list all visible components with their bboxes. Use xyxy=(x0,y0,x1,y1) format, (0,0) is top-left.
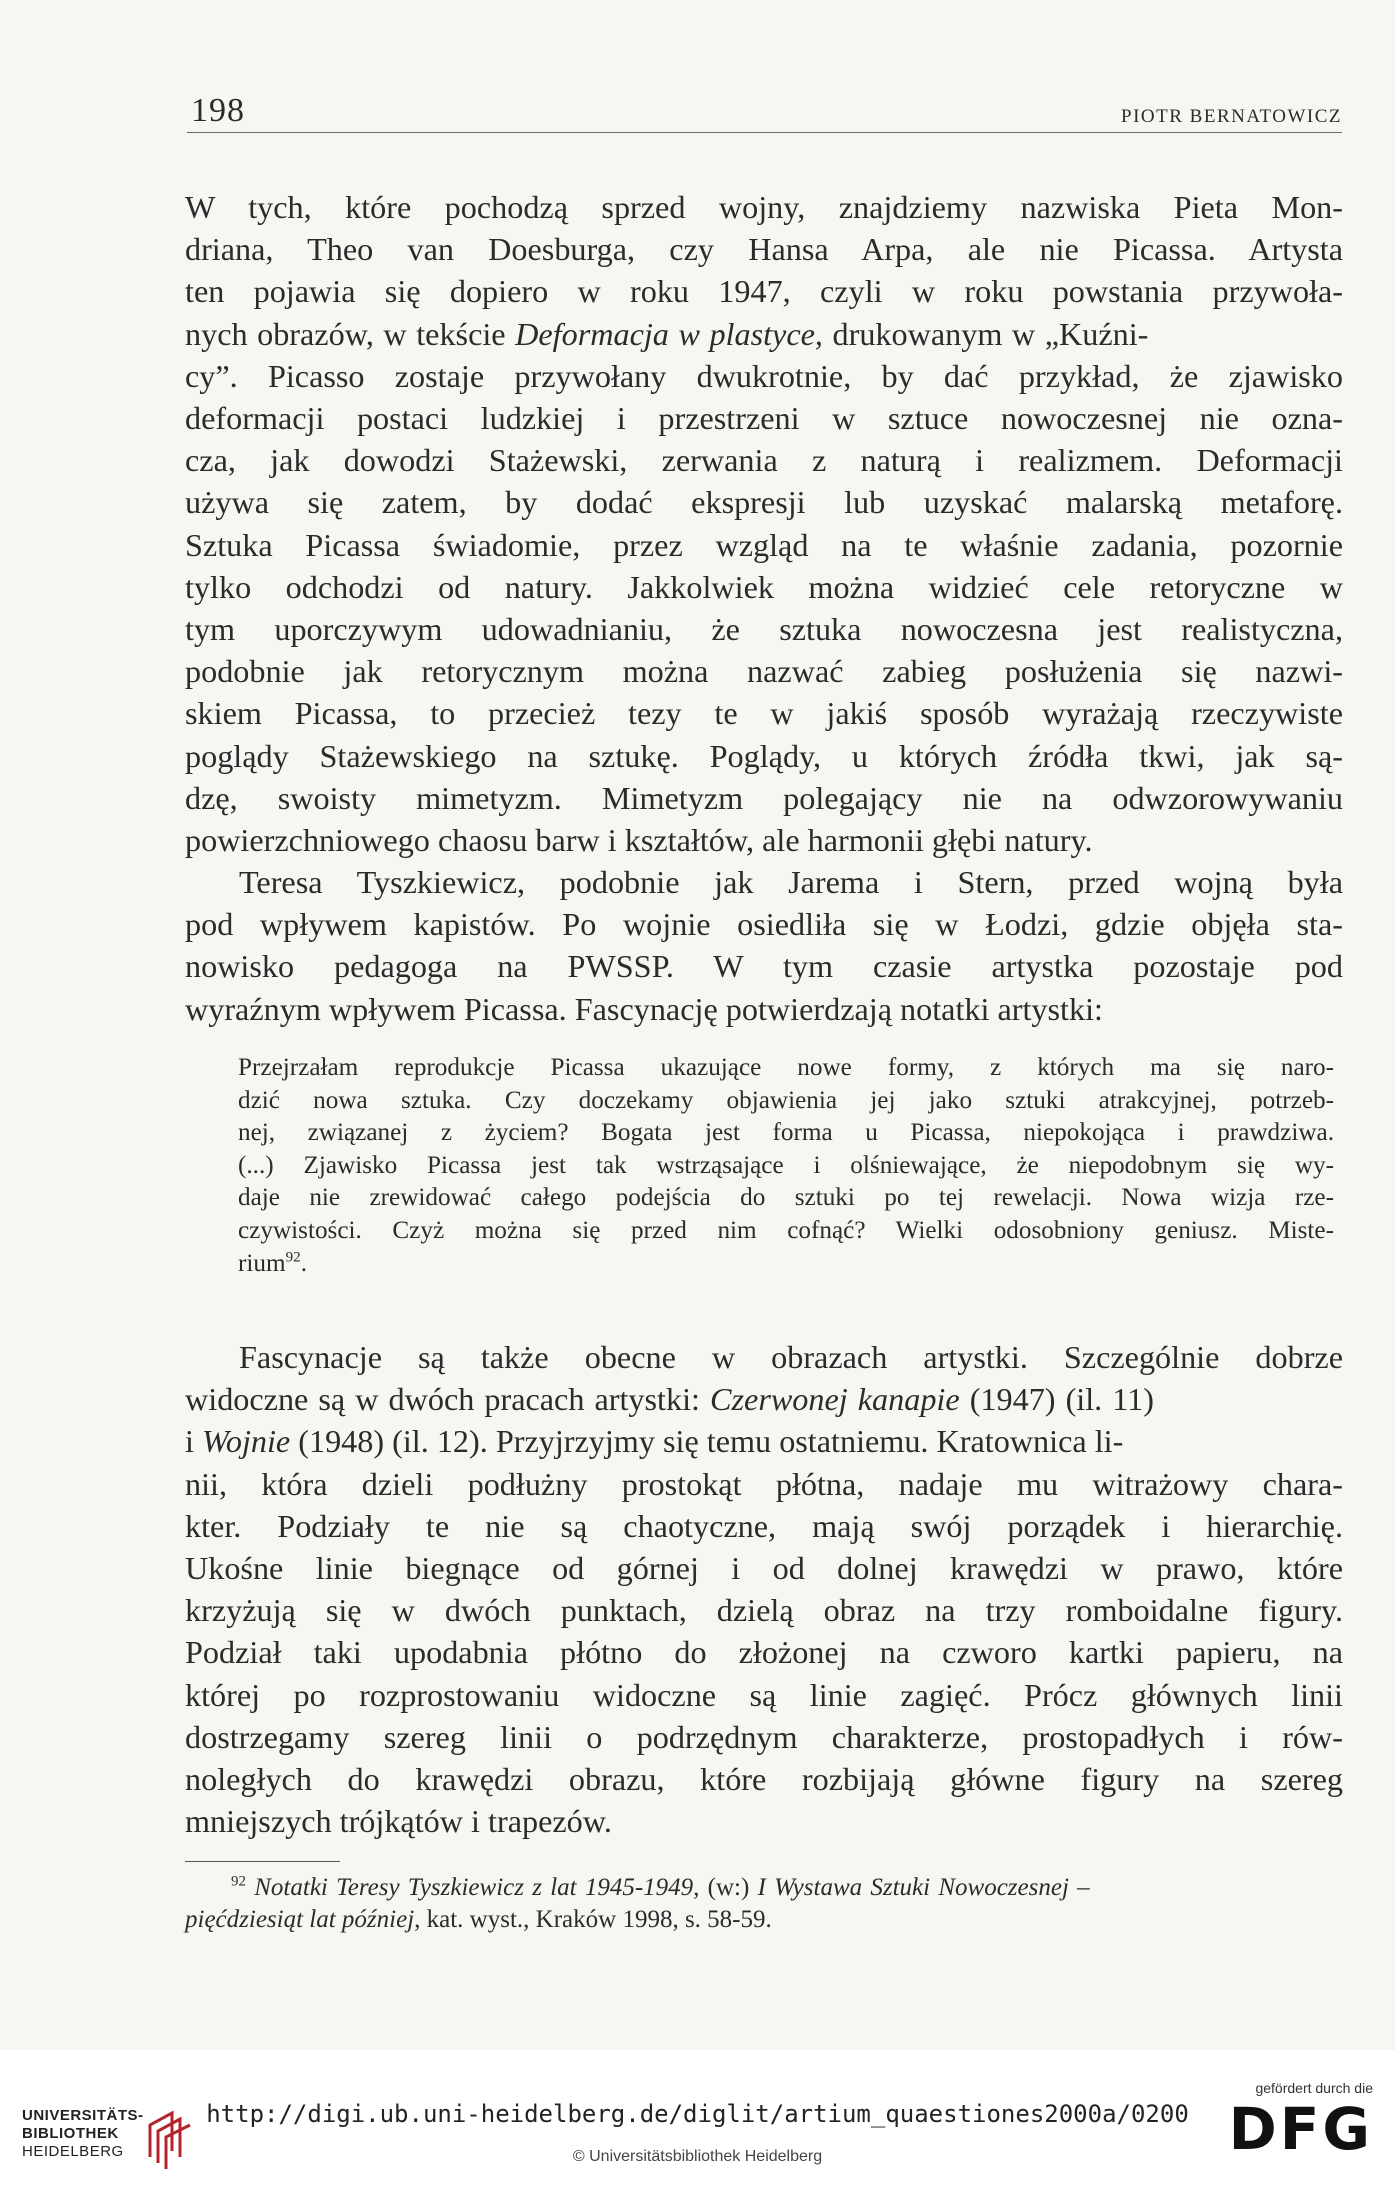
text-line: tylko odchodzi od natury. Jakkolwiek można widzieć cele retoryczne w xyxy=(185,568,1343,605)
quote-line: nej, związanej z życiem? Bogata jest forma u Picassa, niepokojąca i prawdziwa. xyxy=(238,1119,1334,1147)
text-line: dzę, swoisty mimetyzm. Mimetyzm polegający nie na odwzorowywaniu xyxy=(185,779,1343,816)
text-line: dostrzegamy szereg linii o podrzędnym charakterze, prostopadłych i rów- xyxy=(185,1718,1343,1755)
text-line: mniejszych trójkątów i trapezów. xyxy=(185,1803,612,1840)
quote-line: daje nie zrewidować całego podejścia do sztuki po tej rewelacji. Nowa wizja rze- xyxy=(238,1184,1334,1212)
quote-line: dzić nowa sztuka. Czy doczekamy objawienia jej jako sztuki atrakcyjnej, potrzeb- xyxy=(238,1086,1334,1114)
permalink-url[interactable]: http://digi.ub.uni-heidelberg.de/diglit/artium_quaestiones2000a/0200 xyxy=(206,2100,1189,2128)
work-title: Czerwonej kanapie xyxy=(710,1381,960,1418)
text-line: skiem Picassa, to przecież tezy te w jakiś sposób wyrażają rzeczywiste xyxy=(185,695,1343,732)
text-line: nych obrazów, w tekście Deformacja w plastyce, drukowanym w „Kuźni- xyxy=(185,315,1149,352)
footnote-divider xyxy=(185,1861,340,1862)
running-header xyxy=(187,92,1342,133)
quote-line: rium$^{92}$. xyxy=(238,1249,307,1277)
paragraph-3 xyxy=(185,1336,1343,1842)
work-title: Deformacja w plastyce, xyxy=(515,315,823,352)
text-line: poglądy Stażewskiego na sztukę. Poglądy, u których źródła tkwi, jak są- xyxy=(185,737,1343,774)
text-line: nii, która dzieli podłużny prostokąt płótna, nadaje mu witrażowy chara- xyxy=(185,1465,1343,1502)
footnote-line: $^{92}$ Notatki Teresy Tyszkiewicz z lat 1945-1949, (w:) I Wystawa Sztuki Nowoczesnej – xyxy=(231,1873,1090,1901)
paragraph-2 xyxy=(185,861,1343,1030)
text-line: kter. Podziały te nie są chaotyczne, mają swój porządek i hierarchię. xyxy=(185,1507,1343,1544)
dfg-logo-text: DFG xyxy=(1228,2095,1373,2163)
text-line: której po rozprostowaniu widoczne są linie zagięć. Prócz głównych linii xyxy=(185,1676,1343,1713)
footnote-line: pięćdziesiąt lat później, kat. wyst., Kraków 1998, s. 58-59. xyxy=(185,1906,772,1933)
running-head-author: PIOTR BERNATOWICZ xyxy=(1121,106,1342,127)
text-line: pod wpływem kapistów. Po wojnie osiedliła się w Łodzi, gdzie objęła sta- xyxy=(185,906,1343,943)
text-line: W tych, które pochodzą sprzed wojny, znajdziemy nazwiska Pieta Mon- xyxy=(185,189,1343,225)
block-quote xyxy=(238,1052,1334,1280)
text-line: tym uporczywym udowadnianiu, że sztuka nowoczesna jest realistyczna, xyxy=(185,611,1343,648)
quote-line: czywistości. Czyż można się przed nim cofnąć? Wielki odosobniony geniusz. Miste- xyxy=(238,1216,1334,1244)
text-line: deformacji postaci ludzkiej i przestrzeni w sztuce nowoczesnej nie ozna- xyxy=(185,400,1343,437)
text-line: wyraźnym wpływem Picassa. Fascynację potwierdzają notatki artystki: xyxy=(185,990,1103,1027)
text-line: Ukośne linie biegnące od górnej i od dolnej krawędzi w prawo, które xyxy=(185,1550,1343,1587)
text-line: Teresa Tyszkiewicz, podobnie jak Jarema i Stern, przed wojną była xyxy=(239,864,1343,900)
text-line: Fascynacje są także obecne w obrazach artystki. Szczególnie dobrze xyxy=(239,1339,1343,1375)
digitization-footer xyxy=(0,2050,1395,2185)
text-line: noległych do krawędzi obrazu, które rozbijają główne figury na szereg xyxy=(185,1761,1343,1798)
library-name: UNIVERSITÄTS- BIBLIOTHEK HEIDELBERG xyxy=(22,2107,144,2160)
text-line: cza, jak dowodzi Stażewski, zerwania z naturą i realizmem. Deformacji xyxy=(185,442,1343,479)
text-line: cy”. Picasso zostaje przywołany dwukrotnie, by dać przykład, że zjawisko xyxy=(185,357,1343,394)
page-number: 198 xyxy=(191,92,245,129)
quote-line: Przejrzałam reprodukcje Picassa ukazujące nowe formy, z których ma się naro- xyxy=(238,1054,1334,1081)
text-line: driana, Theo van Doesburga, czy Hansa Arpa, ale nie Picassa. Artysta xyxy=(185,231,1343,268)
text-line: krzyżują się w dwóch punktach, dzielą obraz na trzy romboidalne figury. xyxy=(185,1592,1343,1629)
dfg-funding-logo[interactable] xyxy=(1228,2080,1373,2170)
text-line: Podział taki upodabnia płótno do złożonej na czworo kartki papieru, na xyxy=(185,1634,1343,1671)
text-line: podobnie jak retorycznym można nazwać zabieg posłużenia się nazwi- xyxy=(185,653,1343,690)
dfg-tagline: gefördert durch die xyxy=(1255,2080,1373,2096)
footnote-number: 92 xyxy=(231,1873,246,1890)
text-line: powierzchniowego chaosu barw i kształtów, ale harmonii głębi natury. xyxy=(185,822,1093,859)
footnote xyxy=(185,1872,1345,1936)
text-line: Sztuka Picassa świadomie, przez wzgląd na te właśnie zadania, pozornie xyxy=(185,526,1343,563)
text-line: używa się zatem, by dodać ekspresji lub uzyskać malarską metaforę. xyxy=(185,484,1343,521)
text-line: ten pojawia się dopiero w roku 1947, czyli w roku powstania przywoła- xyxy=(185,273,1343,310)
text-line: nowisko pedagoga na PWSSP. W tym czasie artystka pozostaje pod xyxy=(185,948,1343,985)
quote-line: (...) Zjawisko Picassa jest tak wstrząsające i olśniewające, że niepodobnym się wy- xyxy=(238,1151,1334,1179)
text-line: i Wojnie (1948) (il. 12). Przyjrzyjmy się temu ostatniemu. Kratownica li- xyxy=(185,1423,1124,1460)
work-title: Wojnie xyxy=(202,1423,291,1460)
footnote-ref: 92 xyxy=(285,1249,301,1266)
text-line: widoczne są w dwóch pracach artystki: Czerwonej kanapie (1947) (il. 11) xyxy=(185,1381,1154,1418)
paragraph-1 xyxy=(185,186,1343,861)
copyright-notice: © Universitätsbibliothek Heidelberg xyxy=(572,2148,823,2165)
